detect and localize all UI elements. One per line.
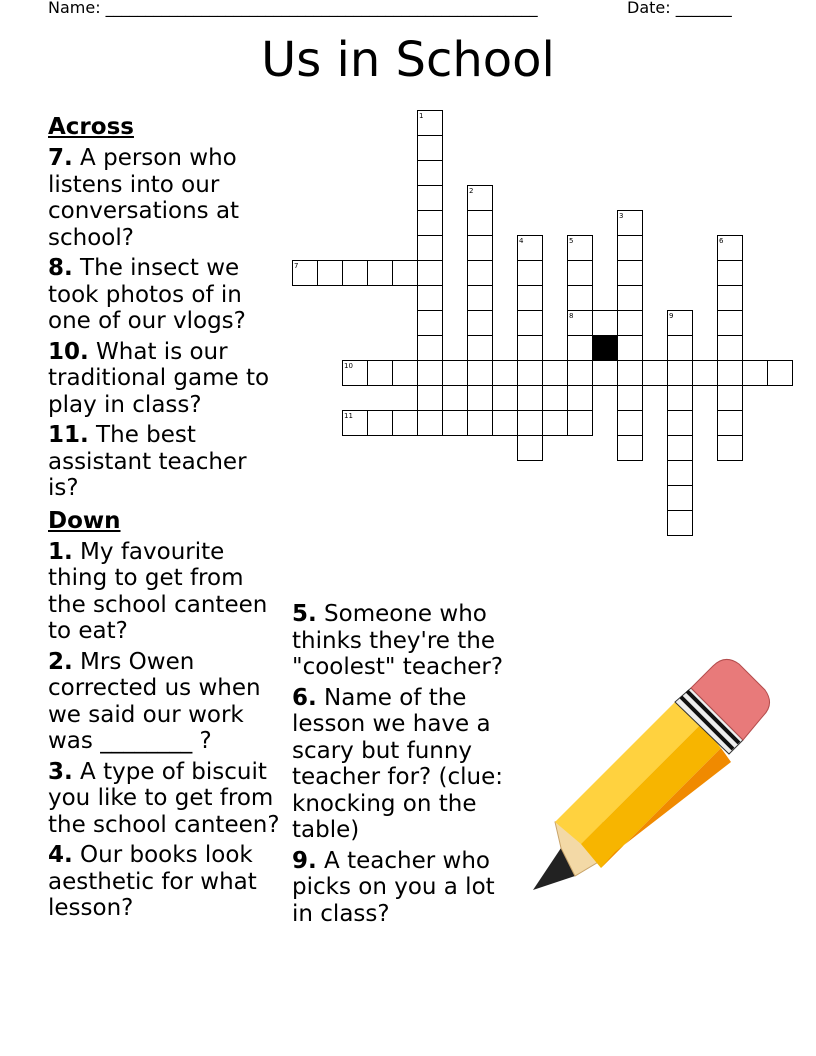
grid-cell[interactable] [643, 361, 668, 386]
clue-text: My favourite thing to get from the school canteen to eat? [48, 538, 268, 644]
grid-cell[interactable] [518, 336, 543, 361]
grid-cell[interactable] [618, 386, 643, 411]
grid-cell[interactable] [618, 311, 643, 336]
grid-cell[interactable] [368, 261, 393, 286]
page-title: Us in School [261, 32, 555, 88]
down-clue-2 [48, 649, 283, 755]
grid-clue-number: 4 [519, 237, 524, 245]
grid-clue-number: 5 [569, 237, 574, 245]
date-field-label: Date: _______ [627, 0, 732, 17]
clue-number: 7. [48, 145, 73, 171]
grid-cell[interactable] [618, 261, 643, 286]
grid-cell[interactable] [418, 361, 443, 386]
clue-text: Name of the lesson we have a scary but funny teacher for? (clue: knocking on the table) [292, 684, 504, 843]
grid-cell[interactable] [618, 411, 643, 436]
clue-text: Our books look aesthetic for what lesson? [48, 842, 257, 921]
grid-cell[interactable] [418, 386, 443, 411]
clue-text: Mrs Owen corrected us when we said our work was ________ ? [48, 648, 261, 754]
grid-cell[interactable] [668, 511, 693, 536]
grid-cell[interactable] [418, 336, 443, 361]
grid-cell[interactable] [518, 286, 543, 311]
grid-cell[interactable] [393, 261, 418, 286]
grid-cell[interactable] [468, 411, 493, 436]
grid-cell[interactable] [568, 361, 593, 386]
grid-cell[interactable] [593, 311, 618, 336]
grid-cell[interactable] [718, 411, 743, 436]
grid-cell[interactable] [718, 286, 743, 311]
grid-cell[interactable] [618, 361, 643, 386]
down-clue-6 [292, 685, 522, 844]
grid-cell[interactable] [418, 261, 443, 286]
across-heading: Across [48, 114, 134, 140]
grid-cell[interactable] [568, 411, 593, 436]
grid-clue-number: 10 [344, 362, 353, 370]
grid-cell[interactable] [518, 386, 543, 411]
clue-text: The insect we took photos of in one of our vlogs? [48, 255, 246, 334]
grid-cell[interactable] [468, 236, 493, 261]
grid-cell[interactable] [718, 336, 743, 361]
clue-number: 9. [292, 847, 317, 874]
clue-number: 4. [48, 842, 73, 868]
grid-cell[interactable] [368, 361, 393, 386]
clue-text: The best assistant teacher is? [48, 422, 247, 501]
grid-cell[interactable] [418, 286, 443, 311]
down-clue-4 [48, 842, 283, 922]
clues-column-right [292, 601, 522, 931]
grid-cell[interactable] [493, 361, 518, 386]
grid-cell[interactable] [368, 411, 393, 436]
clue-number: 6. [292, 684, 317, 711]
grid-cell[interactable] [668, 386, 693, 411]
clue-text: A teacher who picks on you a lot in class? [292, 847, 495, 927]
grid-cell[interactable] [543, 411, 568, 436]
grid-cell[interactable] [593, 361, 618, 386]
grid-cell[interactable] [718, 436, 743, 461]
grid-cell[interactable] [418, 136, 443, 161]
clue-number: 1. [48, 538, 73, 565]
grid-cell[interactable] [468, 336, 493, 361]
grid-cell[interactable] [668, 486, 693, 511]
grid-cell[interactable] [418, 186, 443, 211]
grid-cell[interactable] [518, 311, 543, 336]
grid-cell[interactable] [418, 211, 443, 236]
grid-cell[interactable] [718, 311, 743, 336]
grid-cell[interactable] [318, 261, 343, 286]
grid-cell[interactable] [468, 361, 493, 386]
grid-cell[interactable] [393, 411, 418, 436]
grid-cell[interactable] [568, 261, 593, 286]
clue-text: A type of biscuit you like to get from the school canteen? [48, 758, 280, 838]
grid-cell[interactable] [618, 336, 643, 361]
grid-cell[interactable] [668, 461, 693, 486]
grid-cell[interactable] [468, 286, 493, 311]
grid-cell[interactable] [718, 361, 743, 386]
grid-cell[interactable] [568, 336, 593, 361]
clue-text: What is our traditional game to play in class? [48, 338, 270, 418]
clue-number: 3. [48, 758, 73, 785]
clue-text: Someone who thinks they're the "coolest" teacher? [292, 601, 504, 680]
down-clue-9 [292, 848, 522, 928]
grid-clue-number: 8 [569, 312, 574, 320]
grid-cell[interactable] [668, 436, 693, 461]
grid-cell[interactable] [343, 261, 368, 286]
grid-cell[interactable] [443, 411, 468, 436]
down-heading: Down [48, 507, 121, 534]
grid-cell[interactable] [468, 261, 493, 286]
grid-cell[interactable] [568, 386, 593, 411]
grid-cell[interactable] [418, 161, 443, 186]
name-field-label: Name: ______________________________________________________ [48, 0, 538, 17]
grid-cell[interactable] [468, 311, 493, 336]
grid-clue-number: 2 [469, 187, 474, 195]
grid-cell[interactable] [668, 411, 693, 436]
clue-text: A person who listens into our conversations at school? [48, 145, 240, 251]
down-clue-5 [292, 601, 522, 681]
grid-cell[interactable] [543, 361, 568, 386]
grid-cell[interactable] [718, 386, 743, 411]
pencil-icon [533, 659, 770, 890]
clue-number: 11. [48, 422, 89, 448]
grid-clue-number: 1 [419, 112, 424, 120]
grid-cell[interactable] [468, 386, 493, 411]
grid-cell[interactable] [493, 411, 518, 436]
grid-cell[interactable] [618, 286, 643, 311]
clue-number: 8. [48, 255, 73, 281]
grid-cell[interactable] [468, 211, 493, 236]
grid-cell[interactable] [693, 361, 718, 386]
clue-number: 5. [292, 601, 317, 627]
grid-cell[interactable] [393, 361, 418, 386]
grid-cell[interactable] [618, 236, 643, 261]
grid-cell[interactable] [418, 236, 443, 261]
grid-cell[interactable] [518, 436, 543, 461]
grid-cell[interactable] [418, 411, 443, 436]
clue-number: 2. [48, 648, 73, 675]
grid-cell[interactable] [718, 261, 743, 286]
grid-cell[interactable] [768, 361, 793, 386]
grid-cell[interactable] [568, 286, 593, 311]
grid-cell[interactable] [418, 311, 443, 336]
grid-cell[interactable] [668, 361, 693, 386]
pencil-illustration [525, 650, 775, 900]
grid-cell[interactable] [743, 361, 768, 386]
grid-clue-number: 6 [719, 237, 724, 245]
grid-cell[interactable] [618, 436, 643, 461]
grid-clue-number: 3 [619, 212, 624, 220]
grid-clue-number: 7 [294, 262, 299, 270]
down-clue-3 [48, 759, 283, 839]
grid-cell[interactable] [518, 361, 543, 386]
clue-number: 10. [48, 338, 89, 365]
grid-cell[interactable] [518, 261, 543, 286]
grid-black-cell [593, 336, 618, 361]
grid-cell[interactable] [668, 336, 693, 361]
grid-clue-number: 11 [344, 412, 353, 420]
grid-clue-number: 9 [669, 312, 674, 320]
grid-cell[interactable] [443, 361, 468, 386]
grid-cell[interactable] [518, 411, 543, 436]
